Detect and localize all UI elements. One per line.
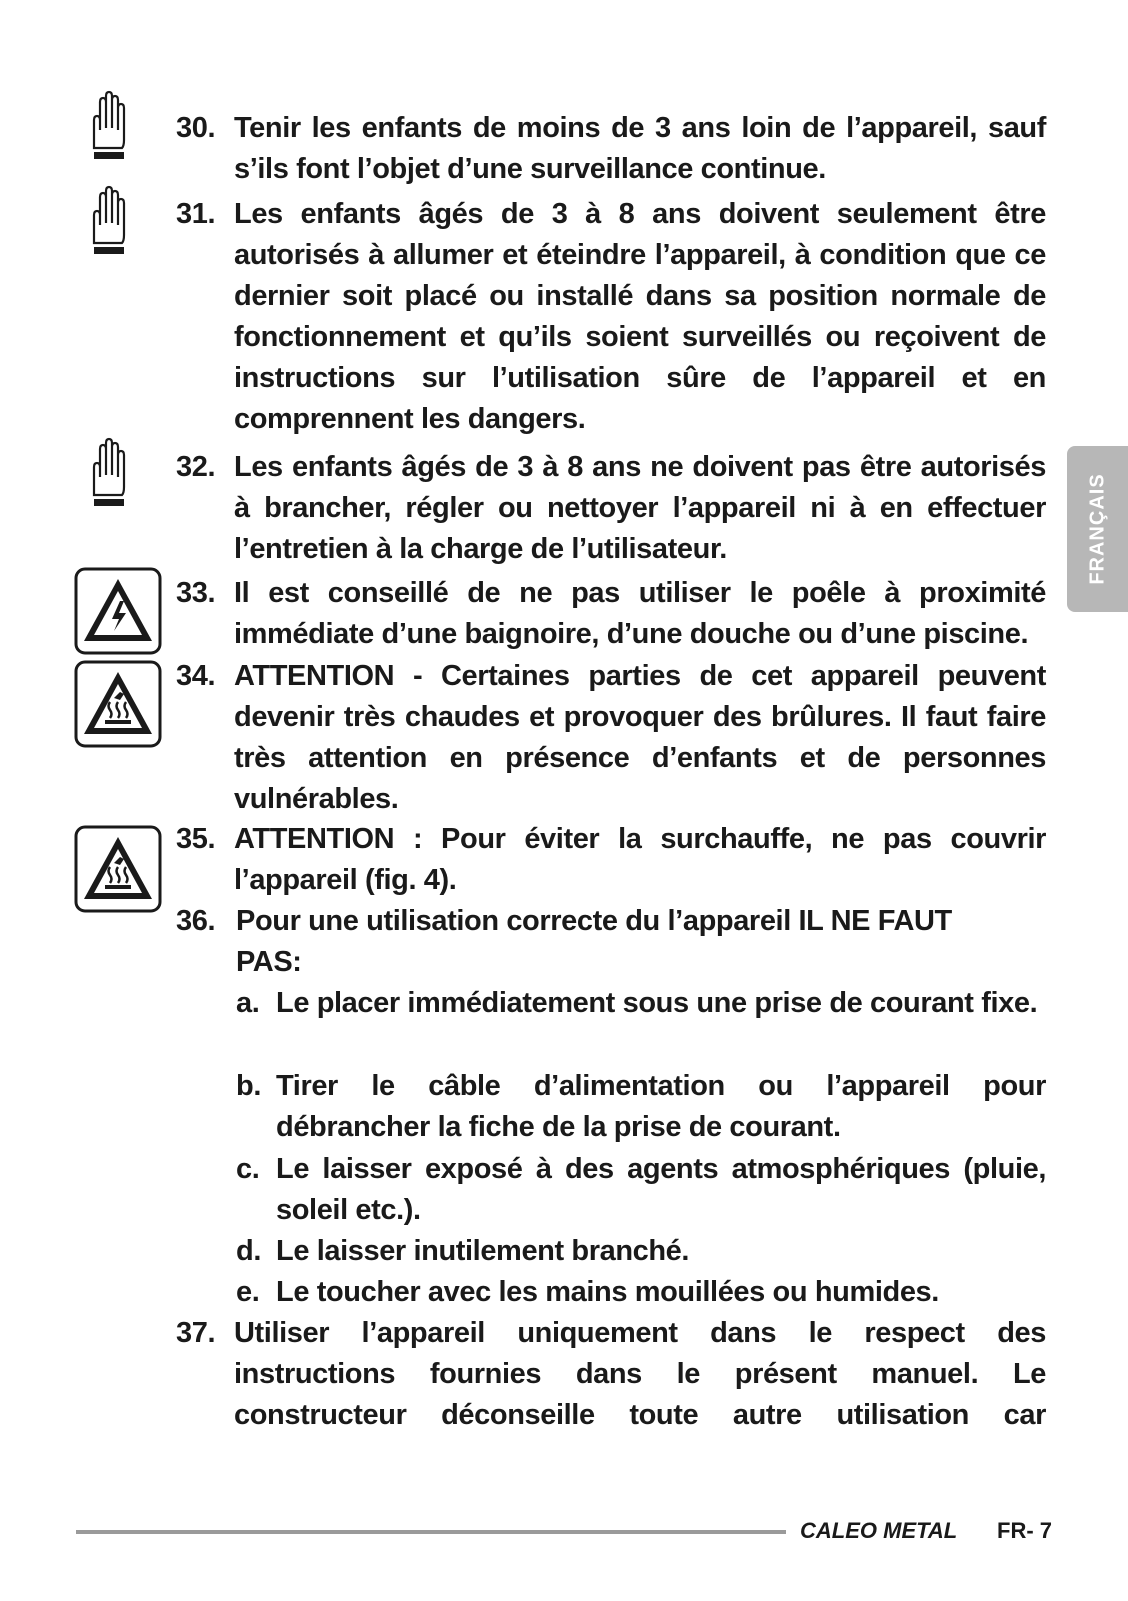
sub-item-letter: b. [236, 1070, 261, 1102]
item-number: 31. [176, 198, 216, 230]
glove-icon [86, 437, 132, 511]
sub-item-text: Le laisser inutilement branché. [276, 1235, 690, 1267]
list-item-30 [176, 108, 1046, 190]
sub-item-d [236, 1231, 1046, 1272]
list-item-32 [176, 447, 1046, 570]
sub-item-b [236, 1066, 1046, 1148]
sub-item-text: Le laisser exposé à des agents atmosphériques (pluie, soleil etc.). [276, 1153, 1046, 1226]
item-text: ATTENTION - Certaines parties de cet appareil peuvent devenir très chaudes et provoquer des brûlures. Il faut faire très attention en présence d’enfants et de personnes vulnérables. [234, 660, 1046, 815]
sub-item-letter: a. [236, 987, 260, 1019]
language-tab-label: FRANÇAIS [1086, 473, 1108, 585]
item-number: 37. [176, 1317, 216, 1349]
item-text: Pour une utilisation correcte du l’appareil IL NE FAUT PAS: [236, 905, 952, 978]
sub-item-letter: c. [236, 1153, 260, 1185]
glove-icon [86, 185, 132, 259]
sub-item-letter: e. [236, 1276, 260, 1308]
item-number: 30. [176, 112, 216, 144]
item-text: Les enfants âgés de 3 à 8 ans doivent seulement être autorisés à allumer et éteindre l’appareil, à condition que ce dernier soit placé ou installé dans sa position normale de fonctionnement et qu’ils soient surveillés ou reçoivent de instructions sur l’utilisation sûre de l’appareil et en comprennent les dangers. [234, 198, 1046, 435]
list-item-33 [176, 573, 1046, 655]
sub-item-text: Tirer le câble d’alimentation ou l’appareil pour débrancher la fiche de la prise de courant. [276, 1070, 1046, 1143]
item-number: 33. [176, 577, 216, 609]
sub-item-e [236, 1272, 1046, 1313]
item-text: Tenir les enfants de moins de 3 ans loin de l’appareil, sauf s’ils font l’objet d’une surveillance continue. [234, 112, 1046, 185]
list-item-35 [176, 819, 1046, 901]
sub-item-c [236, 1149, 1046, 1231]
sub-item-a [236, 983, 1046, 1024]
sub-item-letter: d. [236, 1235, 261, 1267]
list-item-34 [176, 656, 1046, 820]
list-item-37 [176, 1313, 1046, 1436]
item-number: 32. [176, 451, 216, 483]
page-number: FR- 7 [997, 1518, 1052, 1543]
electric-hazard-icon [74, 567, 162, 655]
list-item-31 [176, 194, 1046, 440]
sub-item-text: Le toucher avec les mains mouillées ou humides. [276, 1276, 939, 1308]
item-text: Utiliser l’appareil uniquement dans le respect des instructions fournies dans le présent manuel. Le constructeur déconseille toute autre utilisation car [234, 1317, 1046, 1431]
sub-item-text: Le placer immédiatement sous une prise de courant fixe. [276, 987, 1038, 1019]
item-text: Les enfants âgés de 3 à 8 ans ne doivent pas être autorisés à brancher, régler ou nettoyer l’appareil ni à en effectuer l’entretien à la charge de l’utilisateur. [234, 451, 1046, 565]
item-number: 35. [176, 823, 216, 855]
item-number: 36. [176, 905, 216, 937]
glove-icon [86, 90, 132, 164]
hot-surface-icon [74, 660, 162, 748]
item-text: ATTENTION : Pour éviter la surchauffe, ne pas couvrir l’appareil (fig. 4). [234, 823, 1046, 896]
footer-rule [76, 1530, 786, 1534]
list-item-36 [176, 901, 976, 983]
item-number: 34. [176, 660, 216, 692]
hot-surface-icon [74, 825, 162, 913]
language-tab [1067, 446, 1128, 612]
footer-brand: CALEO METAL [800, 1518, 958, 1543]
item-text: Il est conseillé de ne pas utiliser le poêle à proximité immédiate d’une baignoire, d’une douche ou d’une piscine. [234, 577, 1046, 650]
